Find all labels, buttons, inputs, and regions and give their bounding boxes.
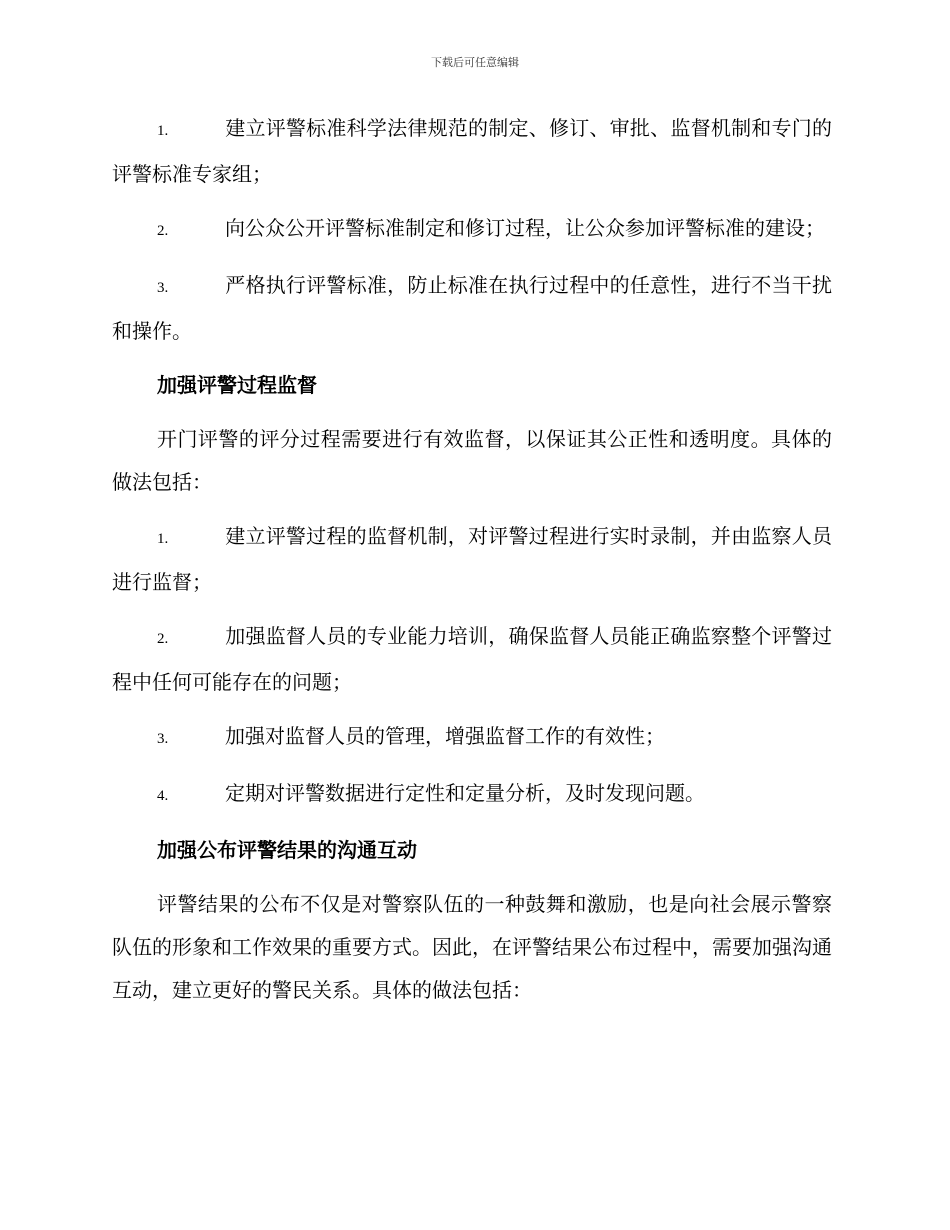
list-text: 向公众公开评警标准制定和修订过程，让公众参加评警标准的建设； [225, 216, 825, 240]
list-text: 建立评警过程的监督机制，对评警过程进行实时录制，并由监察人员进行监督； [112, 524, 832, 594]
list-text: 加强监督人员的专业能力培训，确保监督人员能正确监察整个评警过程中任何可能存在的问题； [112, 624, 832, 694]
section-intro: 评警结果的公布不仅是对警察队伍的一种鼓舞和激励，也是向社会展示警察队伍的形象和工作效果的重要方式。因此，在评警结果公布过程中，需要加强沟通互动，建立更好的警民关系。具体的做法包括： [112, 892, 832, 1002]
list-number: 2. [157, 631, 169, 647]
list-number: 3. [157, 280, 169, 296]
list-number: 2. [157, 223, 169, 239]
list-text: 严格执行评警标准，防止标准在执行过程中的任意性，进行不当干扰和操作。 [112, 273, 832, 343]
section-heading: 加强评警过程监督 [157, 373, 317, 397]
list-item [112, 107, 832, 196]
section-heading: 加强公布评警结果的沟通互动 [157, 838, 417, 862]
document-body [112, 107, 832, 1023]
list-text: 建立评警标准科学法律规范的制定、修订、审批、监督机制和专门的评警标准专家组； [112, 116, 832, 186]
list-item [112, 615, 832, 704]
list-item [112, 715, 832, 761]
list-number: 1. [157, 123, 169, 139]
list-number: 3. [157, 731, 169, 747]
list-item [112, 772, 832, 818]
list-number: 1. [157, 531, 169, 547]
list-item [112, 515, 832, 604]
section-intro: 开门评警的评分过程需要进行有效监督，以保证其公正性和透明度。具体的做法包括： [112, 427, 832, 494]
list-number: 4. [157, 788, 169, 804]
list-item [112, 264, 832, 353]
list-item [112, 207, 832, 253]
list-text: 加强对监督人员的管理，增强监督工作的有效性； [225, 724, 665, 748]
list-text: 定期对评警数据进行定性和定量分析，及时发现问题。 [225, 781, 705, 805]
page-header: 下载后可任意编辑 [431, 56, 519, 69]
